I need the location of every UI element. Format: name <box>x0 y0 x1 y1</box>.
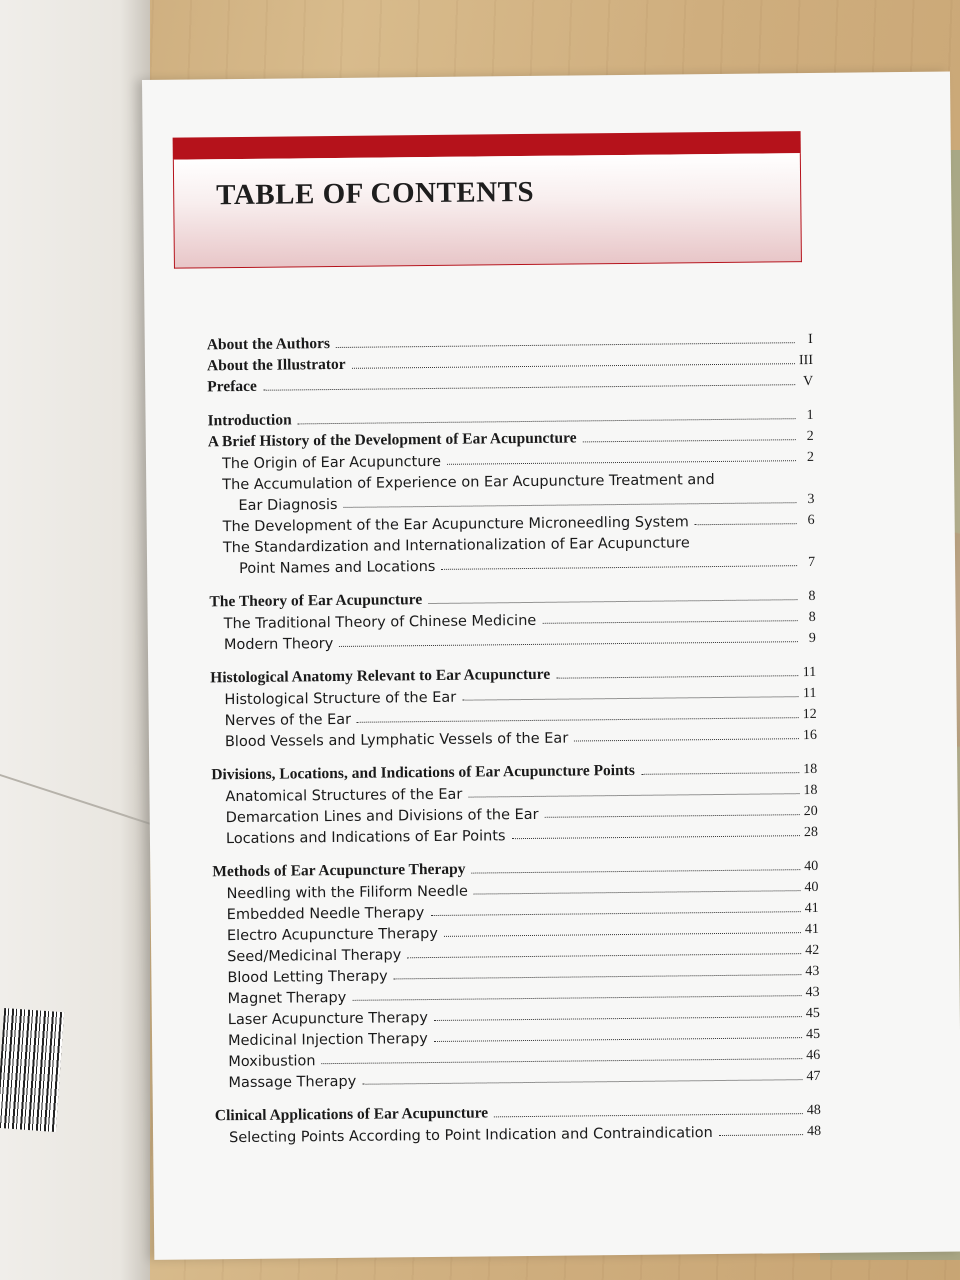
toc-section-heading-title: Clinical Applications of Ear Acupuncture <box>214 1104 489 1125</box>
toc-section <box>207 403 815 577</box>
toc-entry-continuation-title: Point Names and Locations <box>239 558 436 578</box>
toc-entry-page-number: 48 <box>806 1123 822 1140</box>
toc-front-entry-title: About the Authors <box>206 335 331 354</box>
dot-leader <box>336 342 795 348</box>
toc-entry-page-number: 45 <box>805 1005 820 1022</box>
dot-leader <box>444 932 801 937</box>
dot-leader <box>545 814 800 818</box>
dot-leader <box>583 439 796 442</box>
dot-leader <box>407 953 801 958</box>
dot-leader <box>441 565 797 570</box>
dot-leader <box>344 502 797 508</box>
dot-leader <box>394 974 802 979</box>
toc-entry-title: Histological Structure of the Ear <box>224 689 457 709</box>
toc-section-heading-page-number: 1 <box>806 407 814 424</box>
toc-entry-title: The Traditional Theory of Chinese Medicine <box>223 612 537 633</box>
toc-front-entry-page-number: III <box>798 352 814 369</box>
toc-entry-page-number: 8 <box>808 609 816 626</box>
toc-entry-page-number: 16 <box>802 727 817 744</box>
toc-entry-page-number: 2 <box>806 449 815 466</box>
toc-entry-title: Blood Letting Therapy <box>227 968 388 987</box>
dot-leader <box>494 1113 803 1117</box>
dot-leader <box>695 523 797 525</box>
toc-entry-continuation-page-number: 7 <box>808 554 816 571</box>
toc-section <box>210 660 817 750</box>
toc-entry-title: Massage Therapy <box>228 1073 357 1092</box>
toc-section-heading-page-number: 11 <box>802 664 817 681</box>
toc-entry-continuation-title: Ear Diagnosis <box>238 496 338 515</box>
toc-entry-title: The Development of the Ear Acupuncture Microneedling System <box>222 514 689 536</box>
header-box <box>173 153 802 269</box>
toc-front-matter <box>207 327 814 396</box>
toc-entry-title: Modern Theory <box>223 636 334 654</box>
toc-section <box>212 854 820 1091</box>
toc-section-heading-page-number: 2 <box>806 428 814 445</box>
toc-page <box>142 72 960 1260</box>
toc-entry-page-number: 46 <box>806 1047 821 1064</box>
toc-section-heading-title: Divisions, Locations, and Indications of Ear Acupuncture Points <box>211 761 635 784</box>
toc-section-heading-page-number: 8 <box>808 588 816 605</box>
dot-leader <box>434 1016 802 1021</box>
barcode <box>0 1008 64 1132</box>
toc-entry-title: Demarcation Lines and Divisions of the Ear <box>225 806 539 827</box>
dot-leader <box>352 995 801 1001</box>
dot-leader <box>472 869 801 873</box>
toc-front-entry-page-number: I <box>808 331 813 348</box>
toc-section-heading-title: Methods of Ear Acupuncture Therapy <box>212 860 466 881</box>
toc-section-heading-page-number: 48 <box>806 1102 821 1119</box>
toc-entry-page-number: 11 <box>802 685 817 702</box>
toc-entry-title: Anatomical Structures of the Ear <box>225 786 463 806</box>
toc-entry-title: The Accumulation of Experience on Ear Acupuncture Treatment and <box>222 472 715 494</box>
toc-entry-title: Blood Vessels and Lymphatic Vessels of the Ear <box>224 730 569 751</box>
toc-entry-page-number: 12 <box>802 706 817 723</box>
toc-entry-page-number: 6 <box>807 512 815 529</box>
dot-leader <box>298 418 796 424</box>
toc-entry-title: The Origin of Ear Acupuncture <box>221 453 442 473</box>
dot-leader <box>641 772 799 775</box>
dot-leader <box>339 641 798 647</box>
dot-leader <box>322 1058 803 1064</box>
toc-entry-title: The Standardization and Internationalization of Ear Acupuncture <box>222 535 690 557</box>
dot-leader <box>468 793 799 797</box>
toc-entry-page-number: 20 <box>803 803 818 820</box>
toc-entry-page-number: 28 <box>803 824 818 841</box>
page-title: TABLE OF CONTENTS <box>216 175 535 212</box>
dot-leader <box>474 890 801 894</box>
table-of-contents <box>207 327 822 1159</box>
dot-leader <box>362 1079 802 1085</box>
toc-entry-title: Selecting Points According to Point Indication and Contraindication <box>229 1125 713 1147</box>
toc-entry-page-number: 18 <box>803 782 818 799</box>
dot-leader <box>462 696 798 701</box>
toc-section <box>215 1098 821 1146</box>
left-facing-page <box>0 0 150 1280</box>
toc-front-entry-title: Preface <box>207 377 257 396</box>
toc-entry-title: Locations and Indications of Ear Points <box>225 828 506 848</box>
toc-entry-page-number: 42 <box>805 942 820 959</box>
dot-leader <box>512 835 800 839</box>
toc-section-heading-title: Histological Anatomy Relevant to Ear Acupuncture <box>210 665 551 687</box>
toc-section <box>209 584 816 653</box>
toc-entry-title: Magnet Therapy <box>227 989 347 1008</box>
dot-leader <box>430 911 800 916</box>
dot-leader <box>428 599 797 604</box>
toc-entry-page-number: 41 <box>804 900 819 917</box>
toc-section-heading-page-number: 18 <box>803 761 818 778</box>
toc-entry-title: Seed/Medicinal Therapy <box>227 947 402 966</box>
toc-entry-page-number: 47 <box>806 1068 821 1085</box>
dot-leader <box>719 1134 803 1136</box>
toc-entry-page-number: 43 <box>805 984 820 1001</box>
dot-leader <box>352 363 795 369</box>
toc-entry-title: Moxibustion <box>228 1053 316 1071</box>
toc-entry-page-number: 40 <box>804 879 819 896</box>
toc-entry-page-number: 41 <box>804 921 820 938</box>
toc-entry-page-number: 45 <box>805 1026 821 1043</box>
toc-section <box>211 757 818 847</box>
toc-entry-title: Needling with the Filiform Needle <box>226 883 468 903</box>
toc-entry-title: Nerves of the Ear <box>224 711 352 730</box>
toc-entry-page-number: 43 <box>805 963 820 980</box>
dot-leader <box>263 384 795 391</box>
toc-entry-title: Embedded Needle Therapy <box>226 905 425 924</box>
dot-leader <box>447 460 796 465</box>
toc-section-heading-title: The Theory of Ear Acupuncture <box>209 591 423 611</box>
dot-leader <box>556 675 798 679</box>
toc-entry-title: Electro Acupuncture Therapy <box>226 925 438 945</box>
toc-front-entry-page-number: V <box>802 373 814 390</box>
toc-section-heading-title: A Brief History of the Development of Ear Acupuncture <box>207 429 577 451</box>
toc-section-heading-title: Introduction <box>207 411 292 430</box>
page-divider-line <box>0 769 150 833</box>
dot-leader <box>357 717 799 723</box>
dot-leader <box>542 620 797 624</box>
toc-section-heading-page-number: 40 <box>804 858 819 875</box>
dot-leader <box>574 738 799 741</box>
toc-entry-continuation-page-number: 3 <box>807 491 815 508</box>
toc-front-entry-title: About the Illustrator <box>206 355 346 375</box>
dot-leader <box>434 1037 802 1042</box>
toc-entry-title: Medicinal Injection Therapy <box>227 1031 428 1050</box>
toc-entry-page-number: 9 <box>808 630 816 647</box>
toc-entry-title: Laser Acupuncture Therapy <box>227 1010 428 1029</box>
